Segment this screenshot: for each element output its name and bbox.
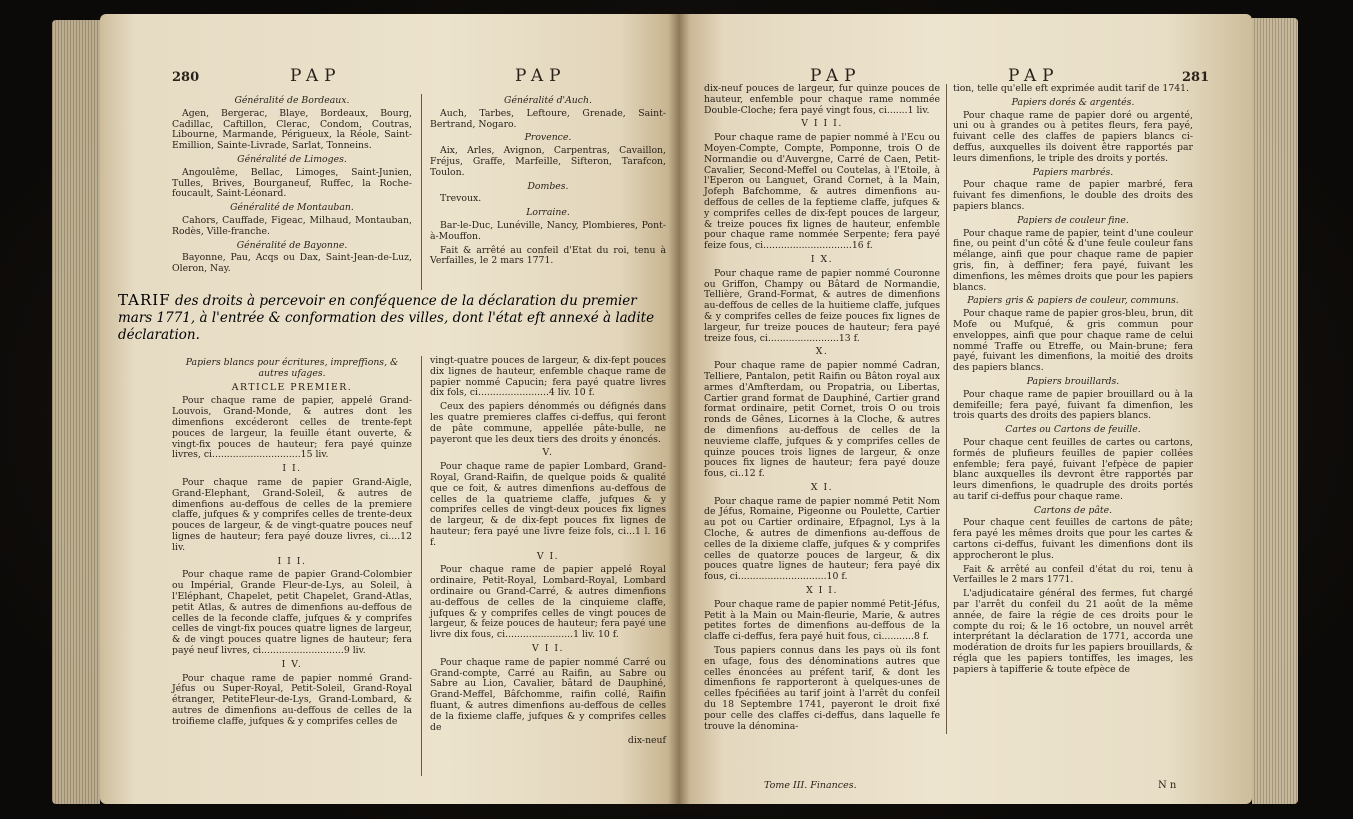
- running-head: PAP: [810, 66, 862, 86]
- volume-footer: Tome III. Finances.: [764, 780, 857, 791]
- article-heading: X I I.: [806, 585, 838, 597]
- left-page: [100, 14, 678, 804]
- article-heading: I V.: [281, 658, 303, 670]
- section-heading: Papiers marbrés.: [1032, 166, 1114, 178]
- article-heading: I I.: [282, 463, 302, 475]
- catchword: dix-neuf: [627, 735, 666, 747]
- running-head: PAP: [290, 66, 342, 86]
- paragraph: Cahors, Cauffade, Figeac, Milhaud, Montauban, Rodès, Ville-franche.: [172, 214, 412, 237]
- right-column-2: [953, 84, 1193, 679]
- paragraph: Pour chaque rame de papier, teint d'une couleur fine, ou peint d'un côté & d'une feule couleur fans mélange, ainfi que pour chaque rame de papier gris, fin, à deffiner; fera payé, fuivant les dimenfions, les mêmes droits que pour les papiers blancs.: [953, 227, 1193, 293]
- article-heading: ARTICLE PREMIER.: [231, 381, 353, 393]
- right-page-edges: [1252, 18, 1298, 804]
- paragraph: Pour chaque cent feuilles de cartons de pâte; fera payé les mêmes droits que pour les cartes & cartons ci-deffus, fuivant les dimenfions dont ils approcheront le plus.: [953, 517, 1193, 561]
- left-page-edges: [52, 20, 100, 804]
- section-heading: Papiers blancs pour écritures, impreffions, & autres ufages.: [185, 357, 399, 379]
- paragraph: dix-neuf pouces de largeur, fur quinze pouces de hauteur, enfemble pour chaque rame nommée Double-Cloche; fera payé vingt fous, ci.......1 liv.: [704, 83, 940, 116]
- section-heading: Généralité de Bordeaux.: [234, 95, 350, 106]
- paragraph: Pour chaque cent feuilles de cartes ou cartons, formés de plufieurs feuilles de papier collées enfemble; fera payé, fuivant l'efpèce de papier blanc auxquelles ils devront être rapportés par leurs dimenfions, le quadruple des droits portés au tarif ci-deffus pour chaque rame.: [953, 436, 1193, 502]
- left-column-3: [172, 356, 412, 731]
- section-heading: Papiers dorés & argentés.: [1011, 96, 1135, 108]
- paragraph: Ceux des papiers dénommés ou défignés dans les quatre premieres claffes ci-deffus, qui feront de pâte commune, appellée pâte-bulle, ne payeront que les deux tiers des droits y énoncés.: [430, 401, 666, 445]
- running-head-right-col: PAP: [1008, 66, 1060, 86]
- column-rule: [946, 84, 947, 734]
- section-heading: Provence.: [524, 132, 572, 144]
- tarif-heading: [118, 292, 668, 344]
- article-heading: X I.: [810, 481, 834, 493]
- article-heading: I X.: [810, 253, 834, 265]
- paragraph: Pour chaque rame de papier marbré, fera fuivant fes dimenfions, le double des droits des papiers blancs.: [953, 179, 1193, 212]
- paragraph: Pour chaque rame de papier nommé Petit-Jéfus, Petit à la Main ou Main-fleurie, Marie, & autres petites fortes de dimenfions au-deffous de la claffe ci-deffus, fera payé huit fous, ci...........8 f.: [704, 598, 940, 643]
- book-gutter: [668, 14, 690, 804]
- tarif-title: des droits à percevoir en conféquence de la déclaration du premier mars 1771, à l'entrée & conformation des villes, dont l'état eft annexé à ladite déclaration.: [118, 293, 655, 343]
- left-column-4: [430, 356, 666, 750]
- paragraph: Fait & arrêté au confeil d'Etat du roi, tenu à Verfailles, le 2 mars 1771.: [430, 244, 666, 267]
- paragraph: Pour chaque rame de papier Lombard, Grand-Royal, Grand-Raifin, de quelque poids & qualité que ce foit, & autres dimenfions au-deffous de celles de la quatrieme claffe, jufques & y comprifes celles de vingt-deux pouces fix lignes de largeur, & de dix-fept pouces fix lignes de hauteur; fera payé une livre feize fols, ci...1 l. 16 f.: [430, 461, 666, 548]
- right-page: [678, 14, 1252, 804]
- section-heading: Généralité de Bayonne.: [236, 239, 348, 251]
- section-heading: Généralité de Limoges.: [237, 153, 347, 165]
- paragraph: Fait & arrêté au confeil d'état du roi, tenu à Verfailles le 2 mars 1771.: [953, 563, 1193, 586]
- section-heading: Papiers brouillards.: [1026, 375, 1120, 387]
- paragraph: Pour chaque rame de papier nommé à l'Ecu ou Moyen-Compte, Compte, Pomponne, trois O de Normandie ou d'Auvergne, Carré de Caen, Petit-Cavalier, Second-Meffel ou Coutelas, à l'Etoile, à l'Eperon ou Languet, Grand Cornet, à la Main, Jofeph Bafchomme, & autres dimenfions au-deffous de celles de la feptieme claffe, jufques & y comprifes celles de dix-fept pouces de largeur, & treize pouces fix lignes de hauteur, enfemble pour chaque rame nommée Serpente; fera payé feize fous, ci..............................16 f.: [704, 132, 940, 252]
- page-number: 281: [1182, 70, 1210, 85]
- paragraph: tion, telle qu'elle eft exprimée audit tarif de 1741.: [953, 83, 1190, 94]
- left-column-1: [172, 94, 412, 278]
- section-heading: Lorraine.: [526, 207, 570, 219]
- tarif-title-lead: TARIF: [118, 291, 171, 309]
- section-heading: Cartons de pâte.: [1033, 504, 1113, 516]
- article-heading: I I I.: [277, 555, 307, 567]
- paragraph: Pour chaque rame de papier, appelé Grand-Louvois, Grand-Monde, & autres dont les dimenfions excéderont celles de trente-fept pouces de largeur, la feuille étant ouverte, & vingt-fix pouces de hauteur; fera payé quinze livres, ci..............................15 liv.: [172, 395, 412, 461]
- running-head-right-col: PAP: [515, 66, 567, 86]
- paragraph: Agen, Bergerac, Blaye, Bordeaux, Bourg, Cadillac, Caftillon, Clerac, Condom, Coutras, Libourne, Marmande, Périgueux, la Réole, Saint-Emillion, Sainte-Livrade, Sarlat, Tonneins.: [172, 107, 412, 152]
- section-heading: Cartes ou Cartons de feuille.: [1005, 424, 1141, 436]
- article-heading: V I I I.: [801, 118, 843, 130]
- paragraph: Pour chaque rame de papier nommé Carré ou Grand-compte, Carré au Raifin, au Sabre ou Sabre au Lion, Cavalier, bâtard de Dauphiné, Grand-Meffel, Bâfchomme, raifin collé, Raifin fluant, & autres dimenfions au-deffous de celles de la fixieme claffe, jufques & y comprifes celles de: [430, 656, 666, 733]
- left-column-2: [430, 94, 666, 270]
- paragraph: Pour chaque rame de papier nommé Petit Nom de Jéfus, Romaine, Pigeonne ou Poulette, Cartier au pot ou Cartier ordinaire, Efpagnol, Lys à la Cloche, & autres de dimenfions au-deffous de celles de la dixieme claffe, jufques & y comprifes celles de quatorze pouces de largeur, & dix pouces quatre lignes de hauteur; fera payé dix fous, ci..............................10 f.: [704, 495, 940, 583]
- paragraph: Pour chaque rame de papier doré ou argenté, uni ou à grandes ou à petites fleurs, fera payé, fuivant celle des claffes de papiers blancs ci-deffus, auxquelles ils doivent être rapportés par leurs dimenfions, le triple des droits y portés.: [953, 109, 1193, 164]
- article-heading: V I.: [536, 550, 560, 562]
- paragraph: Aix, Arles, Avignon, Carpentras, Cavaillon, Fréjus, Graffe, Marfeille, Sifteron, Tarafcon, Toulon.: [430, 145, 666, 178]
- article-heading: V.: [542, 447, 554, 459]
- paragraph: vingt-quatre pouces de largeur, & dix-fept pouces dix lignes de hauteur, enfemble chaque rame de papier nommé Capucin; fera payé quatre livres dix fols, ci........................4 liv. 10 f.: [430, 355, 666, 399]
- section-heading: Généralité de Montauban.: [230, 202, 354, 214]
- right-column-1: [704, 84, 940, 735]
- paragraph: Trevoux.: [440, 193, 482, 205]
- paragraph: L'adjudicataire général des fermes, fut chargé par l'arrêt du confeil du 21 août de la même année, de faire la régie de ces droits pour le compte du roi; & le 16 octobre, un nouvel arrêt interprétant la déclaration de 1771, accorda une modération de droits fur les papiers brouillards, & régla que les papiers tontiffes, les images, les papiers à tapifferie & toute efpèce de: [953, 588, 1193, 675]
- paragraph: Pour chaque rame de papier Grand-Colombier ou Impérial, Grande Fleur-de-Lys, au Soleil, à l'Eléphant, Chapelet, petit Chapelet, Grand-Atlas, petit Atlas, & autres de dimenfions au-deffous de celles de la feconde claffe, jufques & y comprifes celles de vingt-fix pouces quatre lignes de largeur, & de vingt pouces quatre lignes de hauteur; fera payé neuf livres, ci............................9 liv.: [172, 569, 412, 656]
- paragraph: Bayonne, Pau, Acqs ou Dax, Saint-Jean-de-Luz, Oleron, Nay.: [172, 252, 412, 275]
- paragraph: Pour chaque rame de papier brouillard ou à la demifeille; fera payé, fuivant fa dimenfion, les trois quarts des droits des papiers blancs.: [953, 388, 1193, 422]
- paragraph: Pour chaque rame de papier nommé Grand-Jéfus ou Super-Royal, Petit-Soleil, Grand-Royal étranger, PetiteFleur-de-Lys, Grand-Lombard, & autres de dimenfions au-deffous de celles de la troifieme claffe, jufques & y comprifes celles de: [172, 672, 412, 727]
- article-heading: V I I.: [532, 642, 564, 654]
- column-rule: [421, 94, 422, 290]
- article-heading: X.: [815, 346, 829, 358]
- paragraph: Pour chaque rame de papier Grand-Aigle, Grand-Elephant, Grand-Soleil, & autres de dimenfions au-deffous de celles de la premiere claffe, jufques & y comprifes celles de trente-deux pouces de largeur, & de vingt-quatre pouces neuf lignes de hauteur; fera payé douze livres, ci....12 liv.: [172, 476, 412, 553]
- paragraph: Angoulême, Bellac, Limoges, Saint-Junien, Tulles, Brives, Bourganeuf, Ruffec, la Roche-foucault, Saint-Léonard.: [172, 166, 412, 200]
- section-heading: Papiers de couleur fine.: [1017, 214, 1129, 226]
- section-heading: Dombes.: [527, 180, 569, 192]
- paragraph: Pour chaque rame de papier gros-bleu, brun, dit Mofe ou Mufqué, & gris commun pour enveloppes, ainfi que pour chaque rame de celui nommé Traffe ou Etreffe, ou Main-brune; fera payé, fuivant les dimenfions, la moitié des droits des papiers blancs.: [953, 308, 1193, 374]
- signature-mark: N n: [1158, 780, 1177, 791]
- page-number: 280: [172, 70, 200, 85]
- paragraph: Tous papiers connus dans les pays où ils font en ufage, fous des dénominations autres que celles énoncées au préfent tarif, & dont les dimenfions fe rapporteront à quelques-unes de celles fpécifiées au tarif joint à l'arrêt du confeil du 18 Septembre 1741, payeront le droit fixé pour celle des claffes ci-deffus, dans laquelle fe trouve la dénomina-: [704, 645, 940, 732]
- paragraph: Pour chaque rame de papier nommé Couronne ou Griffon, Champy ou Bâtard de Normandie, Tellière, Grand-Format, & autres de dimenfions au-deffous de celles de la huitieme claffe, jufques & y comprifes celles de feize pouces fix lignes de largeur, fur treize pouces de hauteur; fera payé treize fous, ci........................13 f.: [704, 267, 940, 344]
- paragraph: Bar-le-Duc, Lunéville, Nancy, Plombieres, Pont-à-Mouffon.: [430, 219, 666, 242]
- paragraph: Pour chaque rame de papier appelé Royal ordinaire, Petit-Royal, Lombard-Royal, Lombard ordinaire ou Grand-Carré, & autres dimenfions au-deffous de celles de la cinquieme claffe, jufques & y comprifes celles de vingt pouces de largeur, & feize pouces de hauteur; fera payé une livre dix fous, ci.......................1 liv. 10 f.: [430, 564, 666, 641]
- paragraph: Auch, Tarbes, Leftoure, Grenade, Saint-Bertrand, Nogaro.: [430, 107, 666, 130]
- paragraph: Pour chaque rame de papier nommé Cadran, Telliere, Pantalon, petit Raifin ou Bâton royal aux armes d'Amfterdam, ou Propatria, ou Libertas, Cartier grand format de Dauphiné, Cartier grand format ordinaire, petit Cornet, trois O ou trois ronds de Gênes, Licornes à la Cloche, & autres de dimenfions au-deffous de celles de la neuvieme claffe, jufques & y comprifes celles de quinze pouces trois lignes de largeur, & onze pouces fix lignes de hauteur; fera payé douze fous, ci..12 f.: [704, 360, 940, 480]
- section-heading: Papiers gris & papiers de couleur, communs.: [967, 295, 1179, 307]
- column-rule: [421, 356, 422, 776]
- section-heading: Généralité d'Auch.: [504, 95, 592, 106]
